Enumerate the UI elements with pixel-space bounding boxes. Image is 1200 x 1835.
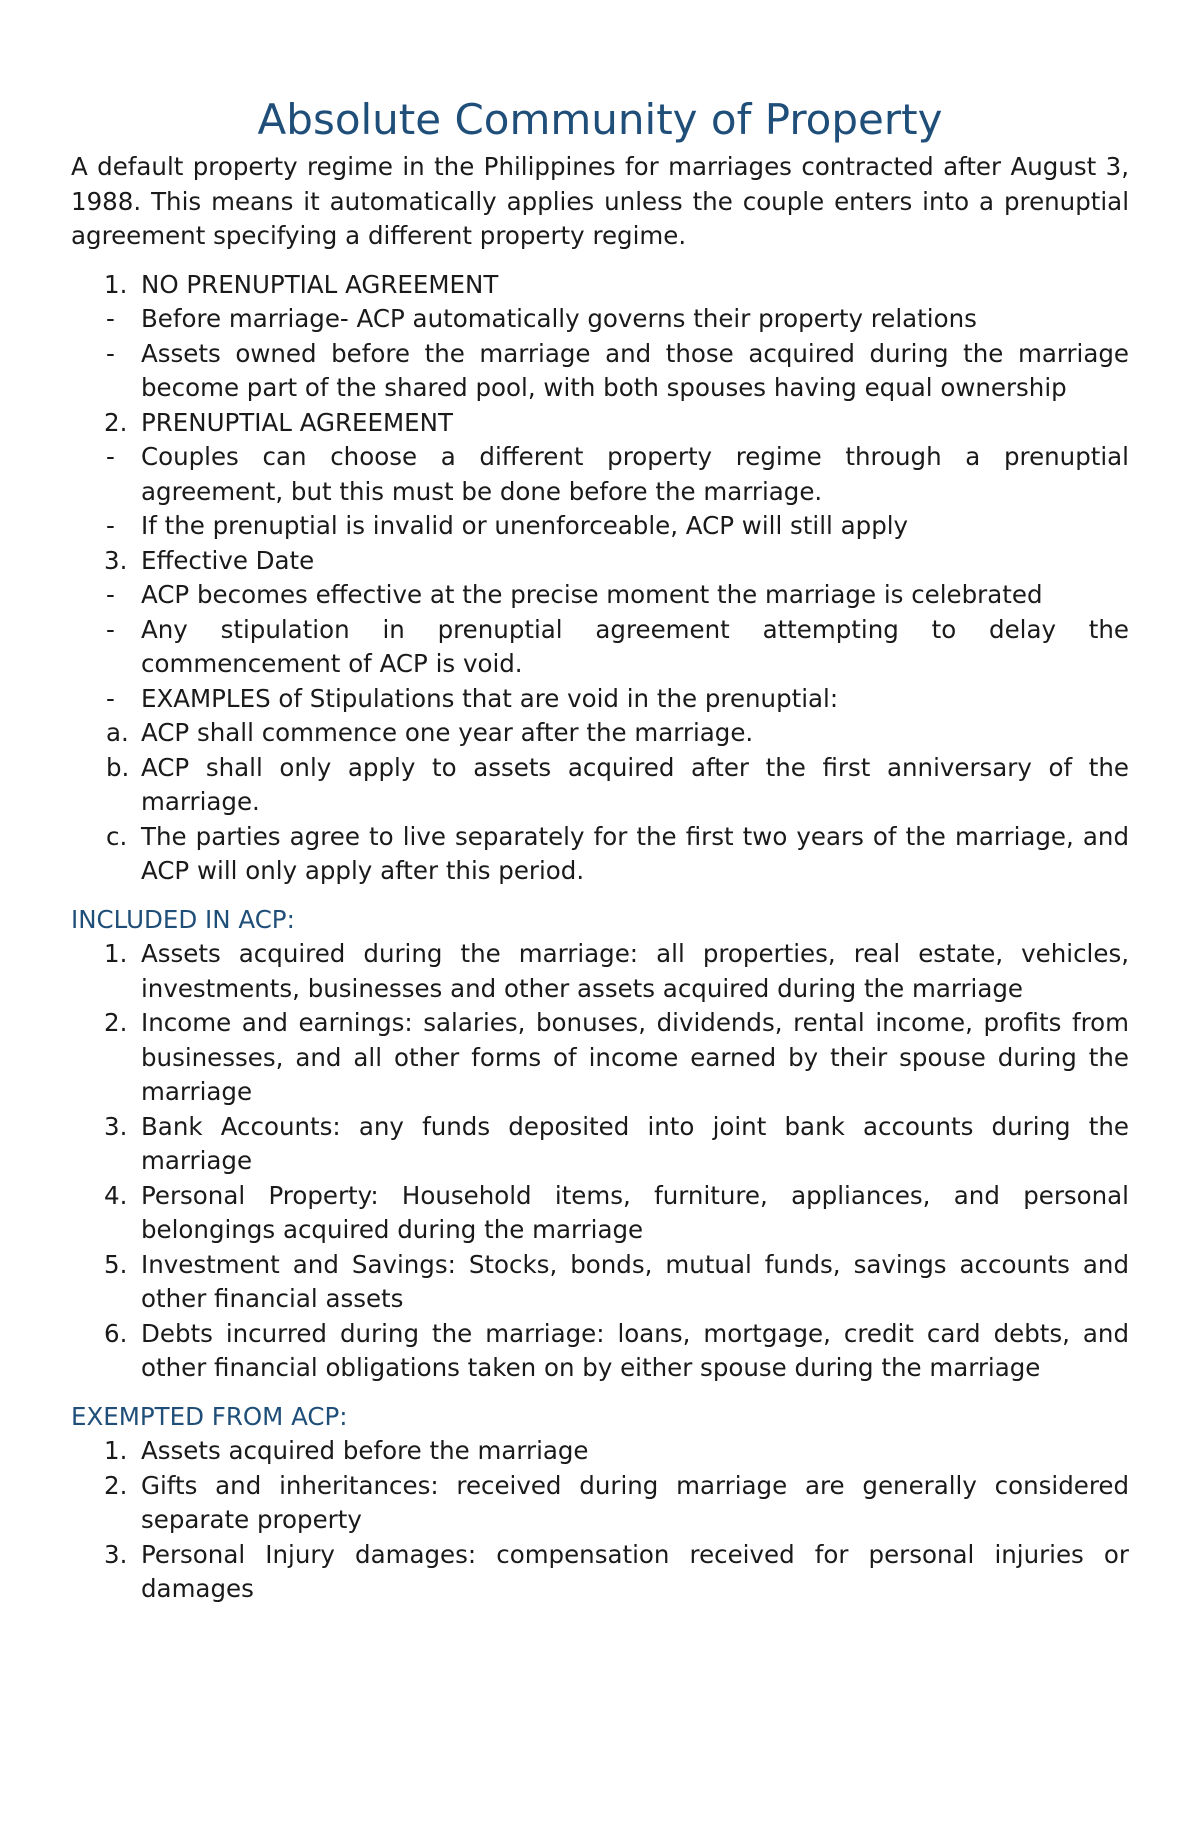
list-item (71, 937, 1129, 1006)
alpha-marker: c. (106, 821, 128, 851)
dash-marker: - (106, 614, 115, 644)
list-marker: 1. (104, 1436, 128, 1465)
list-item (71, 1179, 1129, 1248)
dash-marker: - (106, 683, 115, 713)
bullet-item (106, 302, 1129, 337)
example-text: ACP shall only apply to assets acquired after the first anniversary of the marriage. (141, 752, 1129, 816)
bullet-item (106, 509, 1129, 544)
bullet-text: Couples can choose a different property regime through a prenuptial agreement, but this must be done before the marriage. (141, 442, 1129, 506)
list-item-text: Bank Accounts: any funds deposited into joint bank accounts during the marriage (141, 1111, 1129, 1175)
list-item-text: Investment and Savings: Stocks, bonds, mutual funds, savings accounts and other financial assets (141, 1249, 1129, 1313)
list-item-label: PRENUPTIAL AGREEMENT (141, 407, 453, 437)
list-marker: 2. (104, 1470, 128, 1500)
list-marker: 4. (104, 1180, 128, 1210)
bullet-item (106, 578, 1129, 613)
list-item (71, 1248, 1129, 1317)
list-item-text: Assets acquired during the marriage: all properties, real estate, vehicles, investments, businesses and other assets acquired during the marriage (141, 939, 1129, 1003)
sub-list (106, 440, 1129, 544)
list-item (71, 1469, 1129, 1538)
list-marker: 2. (104, 407, 128, 437)
list-marker: 3. (104, 1111, 128, 1141)
alpha-marker: a. (106, 718, 129, 747)
intro-paragraph: A default property regime in the Philippines for marriages contracted after August 3, 1988. This means it automatically applies unless the couple enters into a prenuptial agreement specifying a different property regime. (71, 152, 1129, 250)
list-item-text: Debts incurred during the marriage: loans, mortgage, credit card debts, and other financial obligations taken on by either spouse during the marriage (141, 1318, 1129, 1382)
bullet-text: Any stipulation in prenuptial agreement attempting to delay the commencement of ACP is void. (141, 614, 1129, 678)
examples-list (106, 716, 1129, 889)
list-marker: 1. (104, 939, 128, 968)
bullet-item (106, 682, 1129, 889)
dash-marker: - (106, 580, 115, 609)
list-marker: 3. (104, 1539, 128, 1569)
list-marker: 2. (104, 1008, 128, 1037)
bullet-text: EXAMPLES of Stipulations that are void in the prenuptial: (141, 683, 839, 713)
list-marker: 1. (104, 269, 128, 299)
dash-marker: - (106, 304, 115, 333)
bullet-item (106, 613, 1129, 682)
included-list (71, 937, 1129, 1386)
bullet-item (106, 337, 1129, 406)
list-item-text: Personal Property: Household items, furniture, appliances, and personal belongings acquired during the marriage (141, 1180, 1129, 1244)
bullet-item (106, 440, 1129, 509)
example-item (106, 716, 1129, 751)
list-item (71, 1538, 1129, 1607)
document-page (71, 92, 1129, 1607)
dash-marker: - (106, 442, 115, 471)
included-heading: INCLUDED IN ACP: (71, 904, 295, 934)
alpha-marker: b. (106, 752, 130, 782)
dash-marker: - (106, 338, 115, 368)
list-item (71, 1110, 1129, 1179)
list-item-no-prenuptial (71, 268, 1129, 406)
list-marker: 3. (104, 545, 128, 575)
example-item (106, 751, 1129, 820)
list-marker: 5. (104, 1249, 128, 1279)
list-item-effective-date (71, 544, 1129, 889)
sub-list (106, 302, 1129, 406)
list-item-text: Income and earnings: salaries, bonuses, dividends, rental income, profits from businesses, and all other forms of income earned by their spouse during the marriage (141, 1008, 1129, 1106)
example-text: ACP shall commence one year after the marriage. (141, 718, 754, 747)
example-text: The parties agree to live separately for the first two years of the marriage, and ACP will only apply after this period. (141, 821, 1129, 885)
list-item-text: Assets acquired before the marriage (141, 1436, 589, 1465)
list-item-label: NO PRENUPTIAL AGREEMENT (141, 269, 499, 299)
list-item-label: Effective Date (141, 545, 315, 575)
sub-list (106, 578, 1129, 889)
exempted-list (71, 1434, 1129, 1607)
list-marker: 6. (104, 1318, 128, 1348)
bullet-text: If the prenuptial is invalid or unenforceable, ACP will still apply (141, 511, 909, 540)
list-item (71, 1317, 1129, 1386)
main-list (71, 268, 1129, 889)
list-item (71, 1006, 1129, 1110)
list-item-text: Gifts and inheritances: received during marriage are generally considered separate property (141, 1470, 1129, 1534)
exempted-heading: EXEMPTED FROM ACP: (71, 1401, 348, 1431)
bullet-text: Assets owned before the marriage and those acquired during the marriage become part of the shared pool, with both spouses having equal ownership (141, 338, 1129, 402)
list-item-text: Personal Injury damages: compensation received for personal injuries or damages (141, 1539, 1129, 1603)
bullet-text: Before marriage- ACP automatically governs their property relations (141, 304, 977, 333)
example-item (106, 820, 1129, 889)
document-title: Absolute Community of Property (257, 95, 943, 144)
list-item-prenuptial (71, 406, 1129, 544)
list-item (71, 1434, 1129, 1469)
bullet-text: ACP becomes effective at the precise moment the marriage is celebrated (141, 580, 1043, 609)
dash-marker: - (106, 511, 115, 540)
